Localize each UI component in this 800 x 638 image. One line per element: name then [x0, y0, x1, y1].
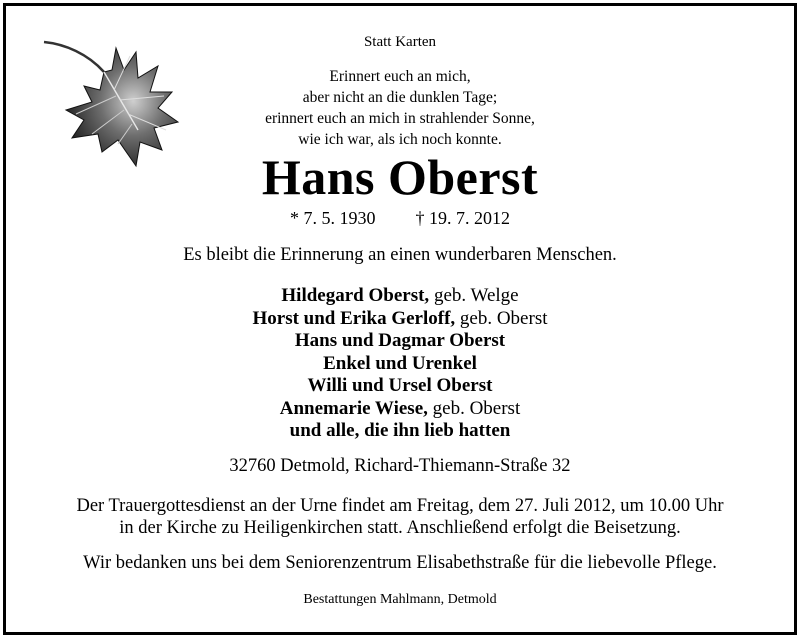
memory-text: Es bleibt die Erinnerung an einen wunderbaren Menschen.: [183, 245, 617, 265]
statt-karten-label: Statt Karten: [363, 34, 437, 50]
death-date: † 19. 7. 2012: [415, 208, 510, 228]
service-line: in der Kirche zu Heiligenkirchen statt. Anschließend erfolgt die Beisetzung.: [119, 517, 681, 538]
family-member: Hildegard Oberst, geb. Welge: [281, 285, 519, 306]
undertaker: Bestattungen Mahlmann, Detmold: [303, 592, 497, 607]
poem-line: aber nicht an die dunklen Tage;: [302, 89, 498, 106]
service-info: [0, 496, 800, 539]
family-member: Horst und Erika Gerloff, geb. Oberst: [252, 307, 548, 329]
thanks-text: Wir bedanken uns bei dem Seniorenzentrum Elisabethstraße für die liebevolle Pflege.: [83, 553, 717, 573]
deceased-name: Hans Oberst: [261, 149, 539, 205]
poem: [0, 66, 800, 150]
family-member: und alle, die ihn lieb hatten: [289, 420, 511, 441]
family-member: Enkel und Urenkel: [323, 352, 477, 374]
address: 32760 Detmold, Richard-Thiemann-Straße 32: [229, 456, 571, 476]
poem-line: Erinnert euch an mich,: [329, 68, 471, 85]
poem-line: erinnert euch an mich in strahlender Sonne,: [265, 110, 535, 127]
poem-line: wie ich war, als ich noch konnte.: [298, 131, 502, 148]
service-line: Der Trauergottesdienst an der Urne findet am Freitag, dem 27. Juli 2012, um 10.00 Uhr: [76, 496, 724, 516]
family-member: Hans und Dagmar Oberst: [294, 330, 506, 351]
birth-date: * 7. 5. 1930: [290, 208, 376, 228]
life-dates: [0, 208, 800, 229]
family-member: Annemarie Wiese, geb. Oberst: [279, 397, 521, 419]
family-list: [0, 285, 800, 443]
family-member: Willi und Ursel Oberst: [307, 375, 493, 396]
